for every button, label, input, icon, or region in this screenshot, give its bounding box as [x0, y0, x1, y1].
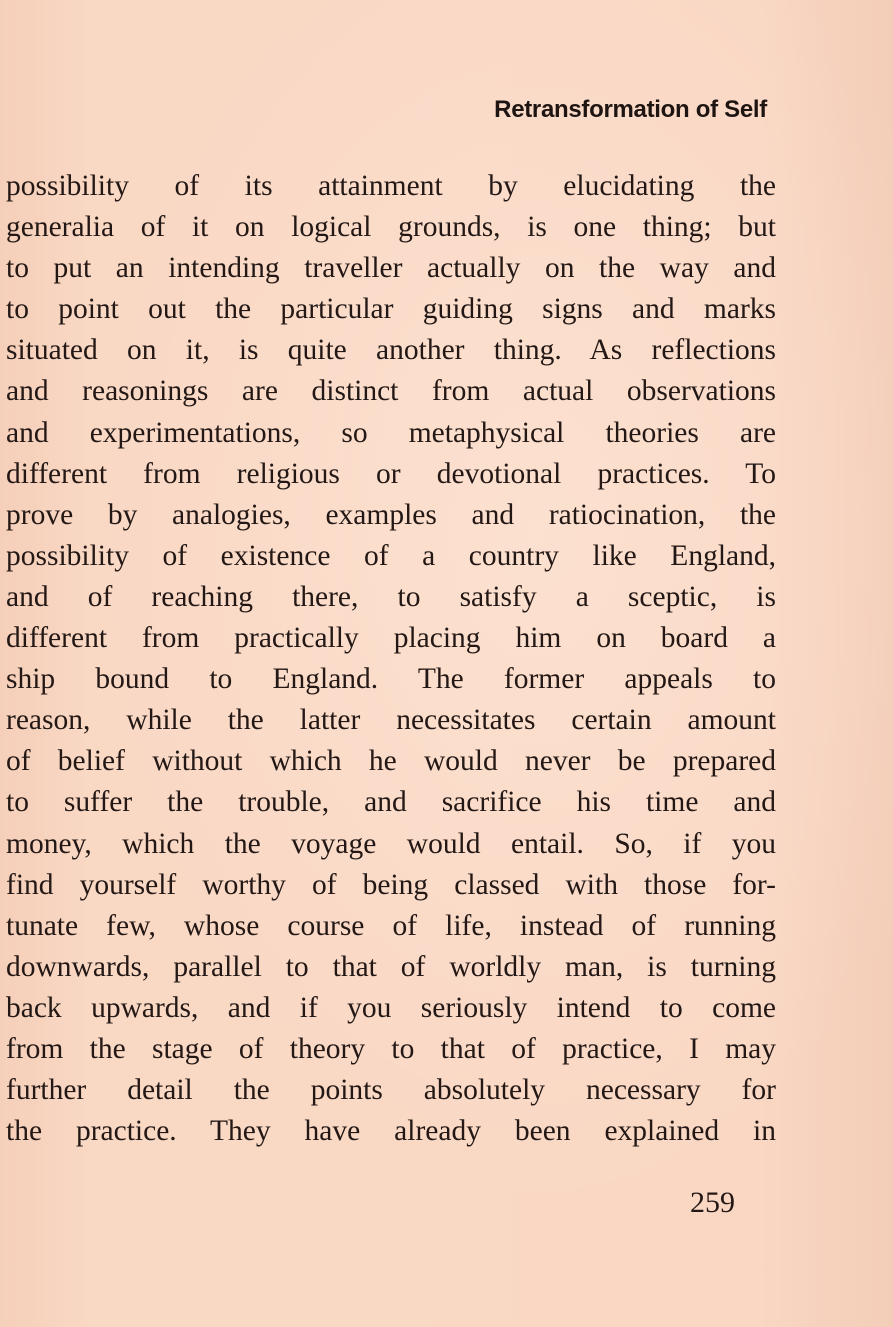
text-line: downwards, parallel to that of worldly man, is turning [6, 950, 776, 983]
text-line: reason, while the latter necessitates certain amount [6, 704, 776, 737]
page-number: 259 [690, 1186, 735, 1219]
text-line: to suffer the trouble, and sacrifice his time and [6, 786, 776, 819]
text-line: the practice. They have already been explained in [6, 1115, 776, 1148]
text-line: money, which the voyage would entail. So, if you [6, 827, 776, 860]
text-line: find yourself worthy of being classed with those for- [6, 868, 776, 901]
text-line: ship bound to England. The former appeals to [6, 663, 776, 696]
text-line: of belief without which he would never be prepared [6, 745, 776, 778]
text-line: from the stage of theory to that of practice, I may [6, 1032, 776, 1065]
text-line: situated on it, is quite another thing. As reflections [6, 334, 776, 367]
body-text [6, 166, 776, 1152]
text-line: to point out the particular guiding signs and marks [6, 293, 776, 326]
running-head: Retransformation of Self [494, 96, 767, 123]
text-line: possibility of its attainment by elucidating the [6, 170, 776, 202]
text-line: tunate few, whose course of life, instead of running [6, 909, 776, 942]
text-line: different from religious or devotional practices. To [6, 457, 776, 490]
text-line: prove by analogies, examples and ratiocination, the [6, 498, 776, 531]
text-line: to put an intending traveller actually on the way and [6, 252, 776, 285]
text-line: and of reaching there, to satisfy a sceptic, is [6, 580, 776, 613]
text-line: back upwards, and if you seriously intend to come [6, 991, 776, 1024]
text-line: possibility of existence of a country like England, [6, 539, 776, 572]
text-line: different from practically placing him on board a [6, 622, 776, 655]
text-line: generalia of it on logical grounds, is one thing; but [6, 211, 776, 244]
text-line: and experimentations, so metaphysical theories are [6, 416, 776, 449]
text-line: and reasonings are distinct from actual observations [6, 375, 776, 408]
text-line: further detail the points absolutely necessary for [6, 1074, 776, 1107]
